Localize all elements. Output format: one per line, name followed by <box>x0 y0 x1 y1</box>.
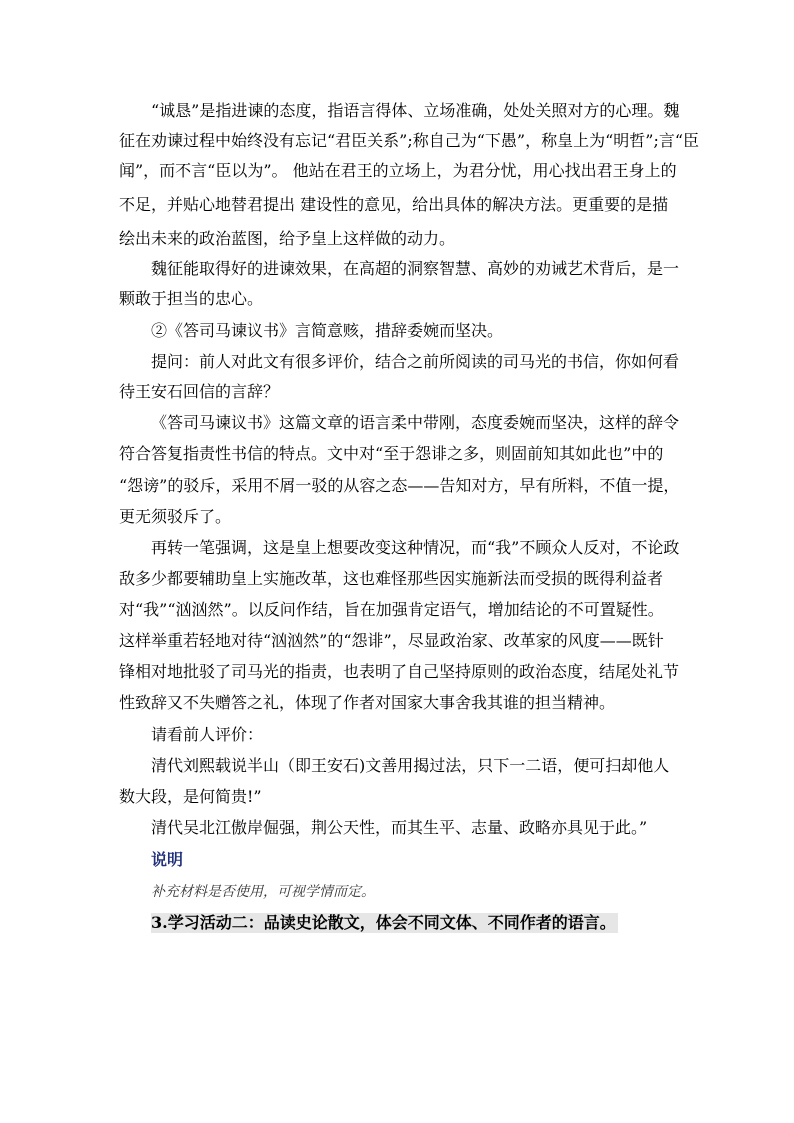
paragraph-line: 数大段，是何简贵!” <box>119 787 262 806</box>
paragraph-line: ②《答司马谏议书》言简意赅，措辞委婉而坚决。 <box>151 321 504 340</box>
paragraph-line: “诚恳”是指进谏的态度，指语言得体、立场准确，处处关照对方的心理。魏 <box>151 101 680 120</box>
paragraph-line: 符合答复指责性书信的特点。文中对“至于怨诽之多，则固前知其如此也”中的 <box>119 444 664 463</box>
note-text: 补充材料是否使用，可视学情而定。 <box>151 884 375 900</box>
paragraph-line: 请看前人评价： <box>151 725 264 744</box>
paragraph-line: 再转一笔强调，这是皇上想要改变这种情况，而“我”不顾众人反对，不论政 <box>151 538 680 557</box>
paragraph-line: 对“我”“汹汹然”。以反问作结，旨在加强肯定语气，增加结论的不可置疑性。 <box>119 600 664 619</box>
paragraph-line: 闻”，而不言“臣以为”。 他站在君王的立场上，为君分忧，用心找出君王身上的 <box>119 161 677 180</box>
paragraph-line: 提问：前人对此文有很多评价，结合之前所阅读的司马光的书信，你如何看 <box>151 352 680 371</box>
paragraph-line: 绘出未来的政治蓝图，给予皇上这样做的动力。 <box>119 229 456 248</box>
paragraph-line: 不足，并贴心地替君提出 建设性的意见，给出具体的解决方法。更重要的是描 <box>119 195 669 214</box>
paragraph-line: 更无须驳斥了。 <box>119 507 232 526</box>
paragraph-line: 清代刘熙载说半山（即王安石)文善用揭过法，只下一二语，便可扫却他人 <box>151 756 670 775</box>
paragraph-line: 魏征能取得好的进谏效果，在高超的洞察智慧、高妙的劝诫艺术背后，是一 <box>151 259 680 278</box>
paragraph-line: 《答司马谏议书》这篇文章的语言柔中带刚，态度委婉而坚决，这样的辞令 <box>151 413 680 432</box>
note-label: 说明 <box>151 850 184 869</box>
paragraph-line: 敌多少都要辅助皇上实施改革，这也难怪那些因实施新法而受损的既得利益者 <box>119 569 664 588</box>
paragraph-line: 颗敢于担当的忠心。 <box>119 289 264 308</box>
paragraph-line: 征在劝谏过程中始终没有忘记“君臣关系”;称自己为“下愚”，称皇上为“明哲”;言“臣 <box>119 131 700 150</box>
paragraph-line: “怨谤”的驳斥，采用不屑一驳的从容之态——告知对方，早有所料，不值一提， <box>119 476 680 495</box>
paragraph-line: 清代吴北江傲岸倔强，荆公天性，而其生平、志量、政略亦具见于此。” <box>151 818 648 837</box>
paragraph-line: 这样举重若轻地对待“汹汹然”的“怨诽”，尽显政治家、改革家的风度——既针 <box>119 631 664 650</box>
paragraph-line: 待王安石回信的言辞？ <box>119 382 280 401</box>
paragraph-line: 锋相对地批驳了司马光的指责，也表明了自己坚持原则的政治态度，结尾处礼节 <box>119 662 680 681</box>
paragraph-line: 性致辞又不失赠答之礼，体现了作者对国家大事舍我其谁的担当精神。 <box>119 693 616 712</box>
section-heading: 3.学习活动二：品读史论散文，体会不同文体、不同作者的语言。 <box>151 913 616 932</box>
